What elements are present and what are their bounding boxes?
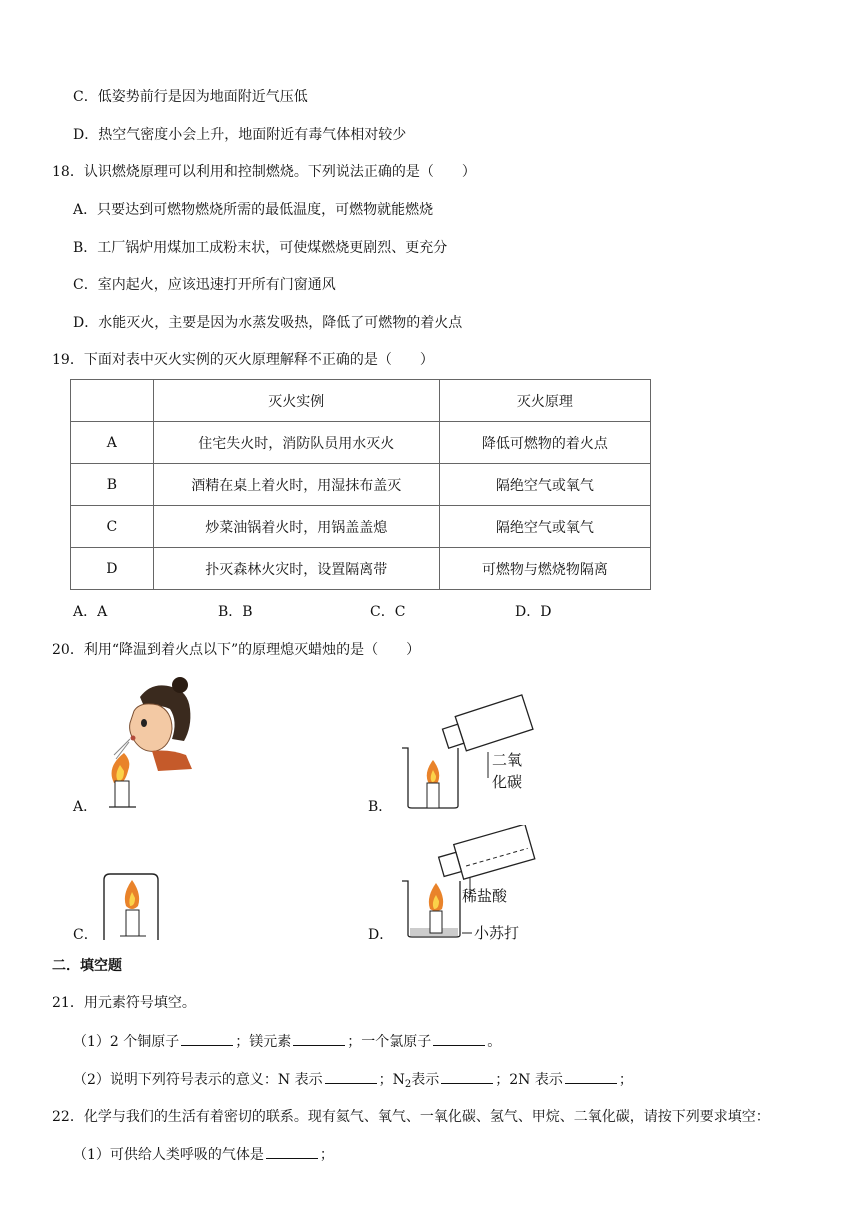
answer-blank[interactable] [441,1069,493,1084]
section-title-fill-in: 二．填空题 [52,958,122,974]
q21-part-2 [73,1069,633,1092]
answer-blank[interactable] [293,1031,345,1046]
q21-p1-text-b: ；镁元素 [235,1034,292,1050]
q20-option-d-label: D． [368,927,394,943]
q17-option-c: C．低姿势前行是因为地面附近气压低 [73,89,308,105]
fire-extinguishing-table [70,379,651,590]
q21-p2-text-a: （2）说明下列符号表示的意义：N 表示 [73,1072,323,1088]
q22-p1-text-b: ； [319,1147,334,1163]
table-cell: 扑灭森林火灾时，设置隔离带 [153,548,439,590]
table-header-cell: 灭火原理 [439,380,650,422]
q18-option-a: A．只要达到可燃物燃烧所需的最低温度，可燃物就能燃烧 [73,202,434,218]
q20-option-a-label: A． [73,799,98,815]
table-cell: 住宅失火时，消防队员用水灭火 [153,422,439,464]
q21-p1-text-c: ；一个氯原子 [347,1034,432,1050]
q21-p2-text-e: ； [618,1072,633,1088]
table-header-row [71,380,651,422]
q18-option-b: B．工厂锅炉用煤加工成粉末状，可使煤燃烧更剧烈、更充分 [73,240,448,256]
q18-option-d: D．水能灭火，主要是因为水蒸发吸热，降低了可燃物的着火点 [73,315,463,331]
q21-p2-text-c: 表示 [411,1072,440,1088]
answer-blank[interactable] [565,1069,617,1084]
figure-c-covered-candle [100,870,170,942]
figure-d-label-1: 稀盐酸 [462,887,508,905]
q22-stem: 22．化学与我们的生活有着密切的联系。现有氦气、氧气、一氧化碳、氢气、甲烷、二氧化碳，请按下列要求填空： [52,1109,770,1125]
q20-option-b-label: B． [368,799,393,815]
q20-option-c-label: C． [73,927,98,943]
table-row [71,506,651,548]
q18-option-c: C．室内起火，应该迅速打开所有门窗通风 [73,277,336,293]
q19-option-b: B．B [218,604,253,620]
figure-d-label-2: 小苏打 [474,924,520,942]
table-row [71,422,651,464]
q22-p1-text-a: （1）可供给人类呼吸的气体是 [73,1147,264,1163]
q21-part-1 [73,1031,501,1052]
table-header-cell: 灭火实例 [153,380,439,422]
table-header-cell [71,380,154,422]
q21-p1-text-d: 。 [487,1034,502,1050]
q18-stem: 18．认识燃烧原理可以利用和控制燃烧。下列说法正确的是（ ） [52,164,476,180]
answer-blank[interactable] [181,1031,233,1046]
answer-blank[interactable] [266,1144,318,1159]
q19-option-a: A．A [73,604,108,620]
table-cell: 酒精在桌上着火时，用湿抹布盖灭 [153,464,439,506]
q21-p1-text-a: （1）2 个铜原子 [73,1034,180,1050]
q21-stem: 21．用元素符号填空。 [52,995,196,1011]
table-cell: 降低可燃物的着火点 [439,422,650,464]
table-cell: A [71,422,154,464]
table-cell: B [71,464,154,506]
table-cell: 隔绝空气或氧气 [439,506,650,548]
q21-p2-text-b: ；N [378,1072,405,1088]
q21-p2-text-d: ；2N 表示 [495,1072,563,1088]
figure-b-label-2: 化碳 [492,773,523,791]
q19-stem: 19．下面对表中灭火实例的灭火原理解释不正确的是（ ） [52,352,434,368]
figure-b-label-1: 二氧 [492,751,523,769]
answer-blank[interactable] [325,1069,377,1084]
table-cell: 隔绝空气或氧气 [439,464,650,506]
q21-p2-subscript: 2 [404,1079,412,1090]
q20-stem: 20．利用“降温到着火点以下”的原理熄灭蜡烛的是（ ） [52,642,421,658]
figure-a-blowing-candle [100,675,210,815]
table-row [71,548,651,590]
table-row [71,464,651,506]
table-cell: D [71,548,154,590]
table-cell: 可燃物与燃烧物隔离 [439,548,650,590]
table-cell: C [71,506,154,548]
q19-option-d: D．D [515,604,552,620]
figure-d-acid-and-soda [400,825,540,945]
q17-option-d: D．热空气密度小会上升，地面附近有毒气体相对较少 [73,127,407,143]
q22-part-1 [73,1144,334,1165]
answer-blank[interactable] [433,1031,485,1046]
table-cell: 炒菜油锅着火时，用锅盖盖熄 [153,506,439,548]
q19-option-c: C．C [370,604,406,620]
figure-b-carbon-dioxide [400,690,540,815]
